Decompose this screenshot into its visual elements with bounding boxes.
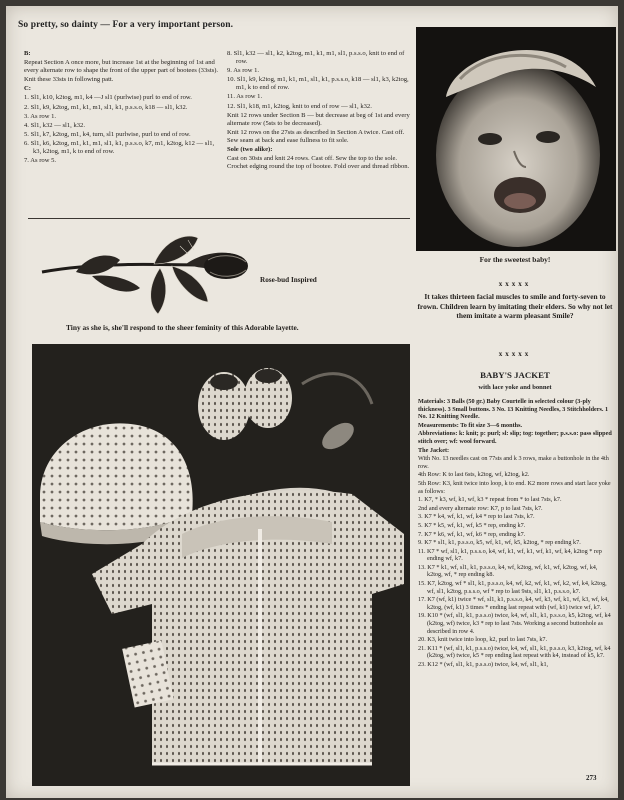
magazine-page [6, 6, 618, 798]
pattern-row: 9. K7 * sl1, k1, p.s.s.o, k5, wf, k1, wf, k5, k2tog, * rep ending k7. [418, 539, 581, 547]
pattern-row: 20. K3, knit twice into loop, k2, purl to last 7sts, k7. [418, 636, 548, 644]
pattern-row: 17. K7 (wf, k1) twice * wf, sl1, k1, p.s.s.o, k4, wf, k3, wf, k1, wf, k3, wf, k4, k2tog, (wf, k1) 3 times * ending last repeat with (wf, k1) twice wf, k7. [418, 596, 609, 611]
measurements: Measurements: To fit size 3—6 months. [418, 421, 523, 429]
pattern-row: 5. Sl1, k7, k2tog, m1, k4, turn, sl1 purlwise, purl to end of row. [24, 130, 191, 138]
pattern-row: 1. Sl1, k10, k2tog, m1, k4 —J sl1 (purlwise) purl to end of row. [24, 94, 192, 102]
section-divider [28, 218, 410, 219]
pattern-row: 9. As row 1. [227, 67, 260, 75]
stars-divider: xxxxx [498, 350, 532, 358]
jacket-subtitle: with lace yoke and bonnet [478, 384, 552, 391]
pattern-row: 23. K12 * (wf, sl1, k1, p.s.s.o) twice, k4, wf, sl1, k1, [418, 661, 549, 668]
section-label: B: [24, 50, 31, 57]
layette-caption: Tiny as she is, she'll respond to the sheer feminity of this Adorable layette. [66, 323, 299, 332]
materials: Materials: 3 Balls (50 gr.) Baby Courtelle in selected colour (3-ply thickness). 3 Small buttons. 3 No. 13 Knitting Needles, 3 Stitchholders. 1 No. 12 Knitting Needle. [418, 398, 609, 421]
pattern-row: 1. K7, * k3, wf, k1, wf, k3 * repeat from * to last 7sts, k7. [418, 496, 562, 504]
pattern-row: 3. As row 1. [24, 112, 57, 120]
pattern-row: 4. Sl1, k32 — sl1, k32. [24, 121, 85, 129]
pattern-text: Knit 12 rows under Section B — but decrease at beg of 1st and every alternate row (5sts to be decreased). [227, 111, 410, 127]
pattern-row: 7. As row 5. [24, 157, 57, 165]
page-header: So pretty, so dainty — For a very important person. [18, 20, 234, 30]
pattern-row: 13. K7 * k1, wf, sl1, k1, p.s.s.o, k4, wf, k2tog, wf, k1, wf, k2tog, wf, k4, k2tog, wf, * rep ending k8. [418, 563, 598, 579]
pattern-text: With No. 13 needles cast on 77sts and k 3 rows, make a buttonhole in the 4th row. [418, 455, 609, 470]
page-number: 273 [586, 774, 597, 782]
pattern-row: 11. As row 1. [227, 93, 263, 101]
pattern-row: 21. K11 * (wf, sl1, k1, p.s.s.o) twice, k4, wf, sl1, k1, p.s.s.o, k3, k2tog, wf, k4 (k2tog, wf) twice, k5 * rep ending last repeat with k4, instead of k5, k7. [418, 644, 611, 660]
pattern-text: 4th Row: K to last 6sts, k2tog, wf, k2tog, k2. [418, 471, 530, 479]
pattern-text: Knit 12 rows on the 27sts as described in Section A twice. Cast off. Sew seam at back and ease fullness to fit sole. [227, 128, 405, 144]
pattern-text: Knit these 33sts in following patt. [24, 76, 114, 84]
pattern-text: Repeat Section A once more, but increase 1st at the beginning of 1st and every alternate row to shape the front of the upper part of bootees (33sts). [24, 59, 219, 75]
pattern-row: 19. K10 * (wf, sl1, k1, p.s.s.o) twice, k4, wf, sl1, k1, p.s.s.o, k5, k2tog, wf, k4 (k2tog, wf) twice, k3 * rep to last 7sts. Working a second buttonhole as described in row 4. [418, 612, 611, 635]
pattern-column-1 [24, 50, 220, 166]
baby-photo-caption: For the sweetest baby! [479, 255, 551, 264]
stars-divider: xxxxx [498, 280, 532, 288]
quote-text: It takes thirteen facial muscles to smile and forty-seven to frown. Children learn by imitating their elders. So why not let them imitate a warm pleasant Smile? [417, 292, 613, 321]
pattern-text: 2nd and every alternate row: K7, p to last 7sts, k7. [418, 504, 543, 512]
jacket-bonnet-bootees-image [32, 344, 410, 786]
baby-face-image [416, 27, 616, 251]
pattern-row: 5. K7 * k5, wf, k1, wf, k5 * rep, ending k7. [418, 521, 526, 529]
pattern-row: 10. Sl1, k9, k2tog, m1, k1, m1, sl1, k1, p.s.s.o, k18 — sl1, k3, k2tog, m1, k to end of row. [227, 76, 409, 92]
pattern-text: 5th Row: K3, knit twice into loop, k to end. K2 more rows and start lace yoke as follows: [418, 479, 611, 495]
pattern-row: 12. Sl1, k18, m1, k2tog, knit to end of row — sl1, k32. [227, 102, 372, 110]
pattern-row: 2. Sl1, k9, k2tog, m1, k1, m1, sl1, k1, p.s.s.o, k18 — sl1, k32. [24, 103, 188, 111]
pattern-text: Cast on 30sts and knit 24 rows. Cast off. Sew the top to the sole. Crochet edging round the top of bootee. Fold over and thread ribbon. [227, 155, 410, 171]
jacket-instructions [418, 398, 614, 670]
pattern-row: 6. Sl1, k6, k2tog, m1, k1, m1, sl1, k1, p.s.s.o, k7, m1, k2tog, k12 — sl1, k3, k2tog, m1, k to end of row. [24, 139, 215, 156]
baby-photo [416, 27, 616, 251]
pattern-column-2 [227, 50, 411, 172]
pattern-row: 8. Sl1, k32 — sl1, k2, k2tog, m1, k1, m1, sl1, p.s.s.o, knit to end of row. [227, 50, 405, 66]
section-label: Sole (two alike): [227, 146, 273, 154]
pattern-row: 15. K7, k2tog, wf * sl1, k1, p.s.s.o, k4, wf, k2, wf, k1, wf, k2, wf, k4, k2tog, wf, sl1, k2tog, p.s.s.o, wf * rep to last 9sts, sl1, k1, p.s.s.o, k7. [418, 580, 607, 595]
pattern-row: 3. K7 * k4, wf, k1, wf, k4 * rep to last 7sts, k7. [418, 513, 535, 521]
jacket-heading: The Jacket: [418, 446, 450, 454]
jacket-title: BABY'S JACKET [480, 370, 550, 380]
pattern-row: 7. K7 * k6, wf, k1, wf, k6 * rep, ending k7. [418, 530, 526, 538]
pattern-row: 11. K7 * wf, sl1, k1, p.s.s.o, k4, wf, k1, wf, k1, wf, k1, wf, k4, k2tog * rep ending wf, k7. [418, 547, 602, 563]
knitwear-photo [32, 344, 410, 786]
rosebud-caption: Rose-bud Inspired [260, 276, 317, 284]
abbreviations: Abbreviations: k: knit; p: purl; sl: slip; tog: together; p.s.s.o: pass slipped stitch over; wf: wool forward. [418, 430, 612, 445]
section-label: C: [24, 85, 31, 93]
rosebud-illustration [36, 220, 266, 320]
